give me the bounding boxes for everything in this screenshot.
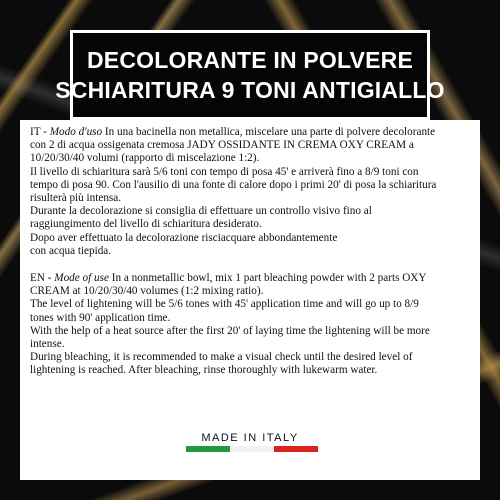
italian-flag-stripe xyxy=(186,446,318,452)
en-line: With the help of a heat source after the first 20' of laying time the lightening will be more xyxy=(30,324,430,337)
it-line: In una bacinella non metallica, miscelare una parte di polvere decolorante xyxy=(104,126,436,138)
it-line: 10/20/30/40 volumi (rapporto di miscelazione 1:2). xyxy=(30,152,260,165)
it-line: con acqua tiepida. xyxy=(30,244,112,257)
mode-label-en: Mode of use xyxy=(54,272,109,285)
it-line: Dopo aver effettuato la decolorazione risciacquare abbondantemente xyxy=(30,231,338,244)
en-line: tones with 90' application time. xyxy=(30,311,171,324)
language-code-en: EN xyxy=(30,272,45,285)
en-line: CREAM at 10/20/30/40 volumes (1:2 mixing ratio). xyxy=(30,285,264,298)
flag-white xyxy=(230,446,274,452)
it-line: Durante la decolorazione si consiglia di effettuare un controllo visivo fino al xyxy=(30,205,372,218)
made-in-text: MADE IN ITALY xyxy=(201,432,299,444)
it-line: Il livello di schiaritura sarà 5/6 toni con tempo di posa 45' e arriverà fino a 8/9 toni con xyxy=(30,165,419,178)
english-instructions: EN - Mode of use In a nonmetallic bowl, mix 1 part bleaching powder with 2 parts OXY CREAM at 10/20/30/40 volumes (1:2 mixing ratio). The level of lightening will be 5/6 tones with 45' application time and will go up to 8/9 tones with 90' application time. With the help of a heat source after the first 20' of laying time the lightening will be more intense. During bleaching, it is recommended to make a visual check until the desired level of lightening is reached. After bleaching, rinse thoroughly with lukewarm water. xyxy=(30,272,470,378)
mode-label-it: Modo d'uso xyxy=(49,126,103,138)
it-line: con 2 di acqua ossigenata cremosa JADY OSSIDANTE IN CREMA OXY CREAM a xyxy=(30,139,414,152)
it-line: raggiungimento del livello di schiaritura desiderato. xyxy=(30,218,262,231)
flag-green xyxy=(186,446,230,452)
en-line: In a nonmetallic bowl, mix 1 part bleaching powder with 2 parts OXY xyxy=(111,272,427,285)
made-in-label xyxy=(20,428,480,446)
it-line: tempo di posa 90. Con l'ausilio di una fonte di calore dopo i primi 20' di posa la schiaritura xyxy=(30,178,437,191)
flag-red xyxy=(274,446,318,452)
title-banner xyxy=(55,30,445,120)
instructions-panel xyxy=(20,120,480,480)
en-line: The level of lightening will be 5/6 tones with 45' application time and will go up to 8/9 xyxy=(30,298,419,311)
title-line-1: DECOLORANTE IN POLVERE xyxy=(87,47,413,73)
title-line-2: SCHIARITURA 9 TONI ANTIGIALLO xyxy=(55,77,445,103)
italian-instructions: IT - Modo d'uso In una bacinella non metallica, miscelare una parte di polvere decolorante con 2 di acqua ossigenata cremosa JADY OSSIDANTE IN CREMA OXY CREAM a 10/20/30/40 volumi (rapporto di miscelazione 1:2). Il livello di schiaritura sarà 5/6 toni con tempo di posa 45' e arriverà fino a 8/9 toni con tempo di posa 90. Con l'ausilio di una fonte di calore dopo i primi 20' di posa la schiaritura risulterà più intensa. Durante la decolorazione si consiglia di effettuare un controllo visivo fino al raggiungimento del livello di schiaritura desiderato. Dopo aver effettuato la decolorazione risciacquare abbondantemente con acqua tiepida. xyxy=(30,126,470,258)
en-line: During bleaching, it is recommended to make a visual check until the desired level of xyxy=(30,351,413,364)
en-line: intense. xyxy=(30,338,65,351)
it-line: risulterà più intensa. xyxy=(30,192,122,205)
en-line: lightening is reached. After bleaching, rinse thoroughly with lukewarm water. xyxy=(30,364,378,377)
language-code-it: IT xyxy=(30,126,41,138)
